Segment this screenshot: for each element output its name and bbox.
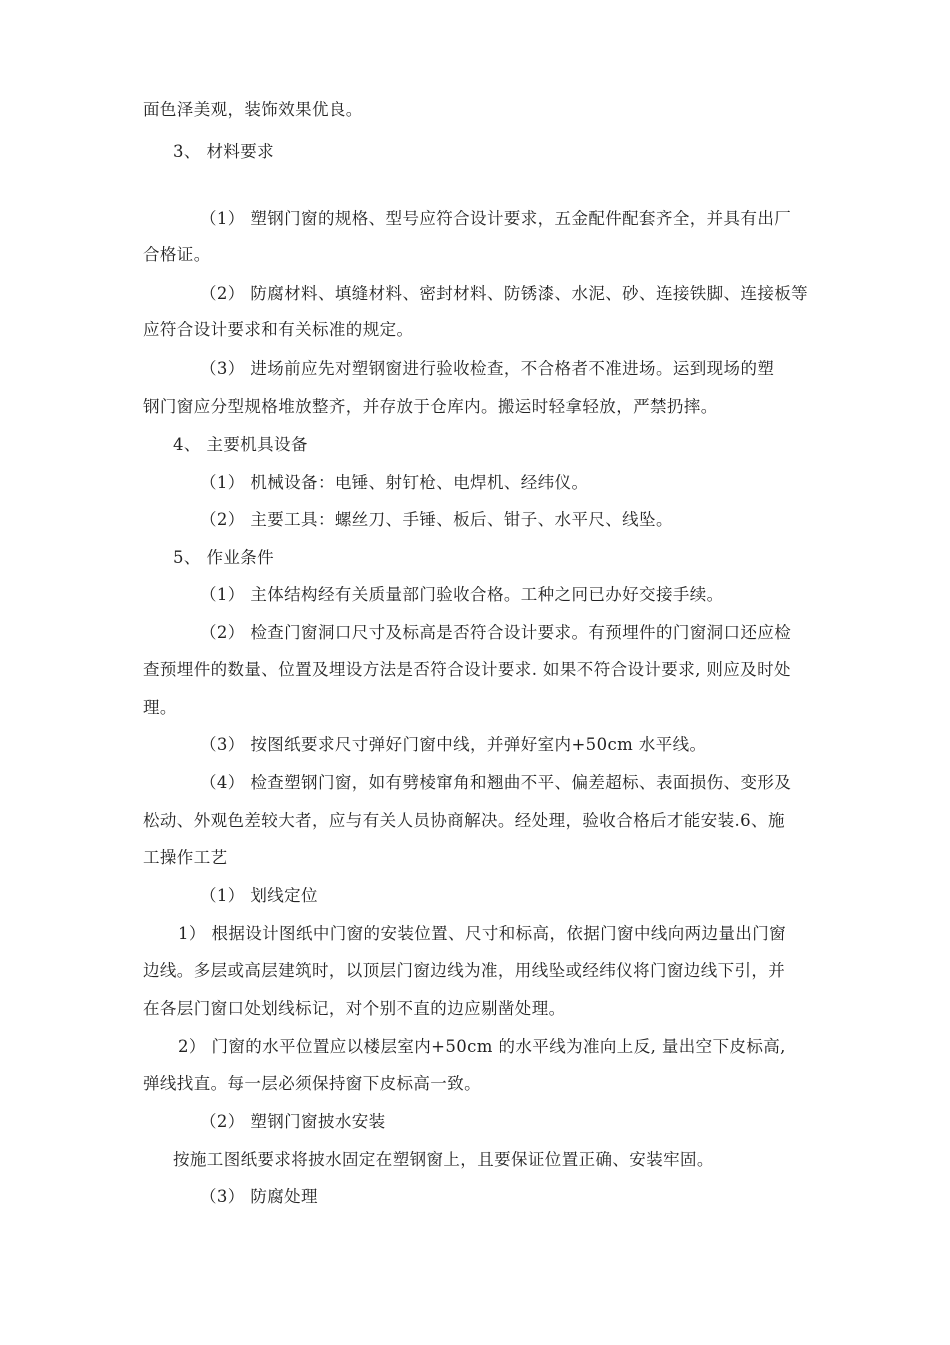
text-line: （3） 按图纸要求尺寸弹好门窗中线，并弹好室内+50cm 水平线。 — [200, 735, 707, 754]
text-line: 查预埋件的数量、位置及埋设方法是否符合设计要求. 如果不符合设计要求, 则应及时处 — [143, 660, 791, 679]
text-line: （2） 检查门窗洞口尺寸及标高是否符合设计要求。有预埋件的门窗洞口还应检 — [200, 623, 792, 642]
text-line: 在各层门窗口处划线标记，对个别不直的边应剔凿处理。 — [143, 999, 566, 1018]
subsection-heading: （3） 防腐处理 — [200, 1187, 318, 1206]
text-line: （1） 主体结构经有关质量部门验收合格。工种之冋已办好交接手续。 — [200, 585, 724, 604]
text-line: （1） 机械设备：电锤、射钉枪、电焊机、经纬仪。 — [200, 473, 589, 492]
section-heading: 3、 材料要求 — [173, 142, 275, 161]
text-line: 边线。多层或高层建筑时，以顶层门窗边线为准，用线坠或经纬仪将门窗边线下引，并 — [143, 961, 786, 980]
text-line: 合格证。 — [143, 245, 211, 264]
subsection-heading: （2） 塑钢门窗披水安装 — [200, 1112, 386, 1131]
subsection-heading: （1） 划线定位 — [200, 886, 318, 905]
text-line: （2） 防腐材料、填缝材料、密封材料、防锈漆、水泥、砂、连接铁脚、连接板等 — [200, 284, 809, 303]
text-line: （1） 塑钢门窗的规格、型号应符合设计要求，五金配件配套齐全，并具有出厂 — [200, 209, 792, 228]
text-line: 弹线找直。每一层必须保持窗下皮标高一致。 — [143, 1074, 481, 1093]
text-line: 应符合设计要求和有关标准的规定。 — [143, 320, 414, 339]
text-line: 按施工图纸要求将披水固定在塑钢窗上，且要保证位置正确、安装牢固。 — [173, 1150, 714, 1169]
text-line: 钢门窗应分型规格堆放整齐，并存放于仓库内。搬运时轻拿轻放，严禁扔摔。 — [143, 397, 718, 416]
text-line: （3） 进场前应先对塑钢窗进行验收检查，不合格者不准进场。运到现场的塑 — [200, 359, 775, 378]
text-line: 理。 — [143, 698, 177, 717]
text-line: （4） 检查塑钢门窗，如有劈棱窜角和翘曲不平、偏差超标、表面损伤、变形及 — [200, 773, 792, 792]
text-line: 1） 根据设计图纸中门窗的安装位置、尺寸和标高，依据门窗中线向两边量出门窗 — [178, 924, 787, 943]
section-heading: 5、 作业条件 — [173, 548, 275, 567]
section-heading: 工操作工艺 — [143, 848, 228, 867]
text-line: 面色泽美观，装饰效果优良。 — [143, 100, 363, 119]
text-line: 松动、外观色差较大者，应与有关人员协商解决。经处理，验收合格后才能安装.6、施 — [143, 811, 785, 830]
text-line: 2） 门窗的水平位置应以楼层室内+50cm 的水平线为准向上反, 量出空下皮标高, — [178, 1037, 786, 1056]
section-heading: 4、 主要机具设备 — [173, 435, 308, 454]
text-line: （2） 主要工具：螺丝刀、手锤、板后、钳子、水平尺、线坠。 — [200, 510, 673, 529]
